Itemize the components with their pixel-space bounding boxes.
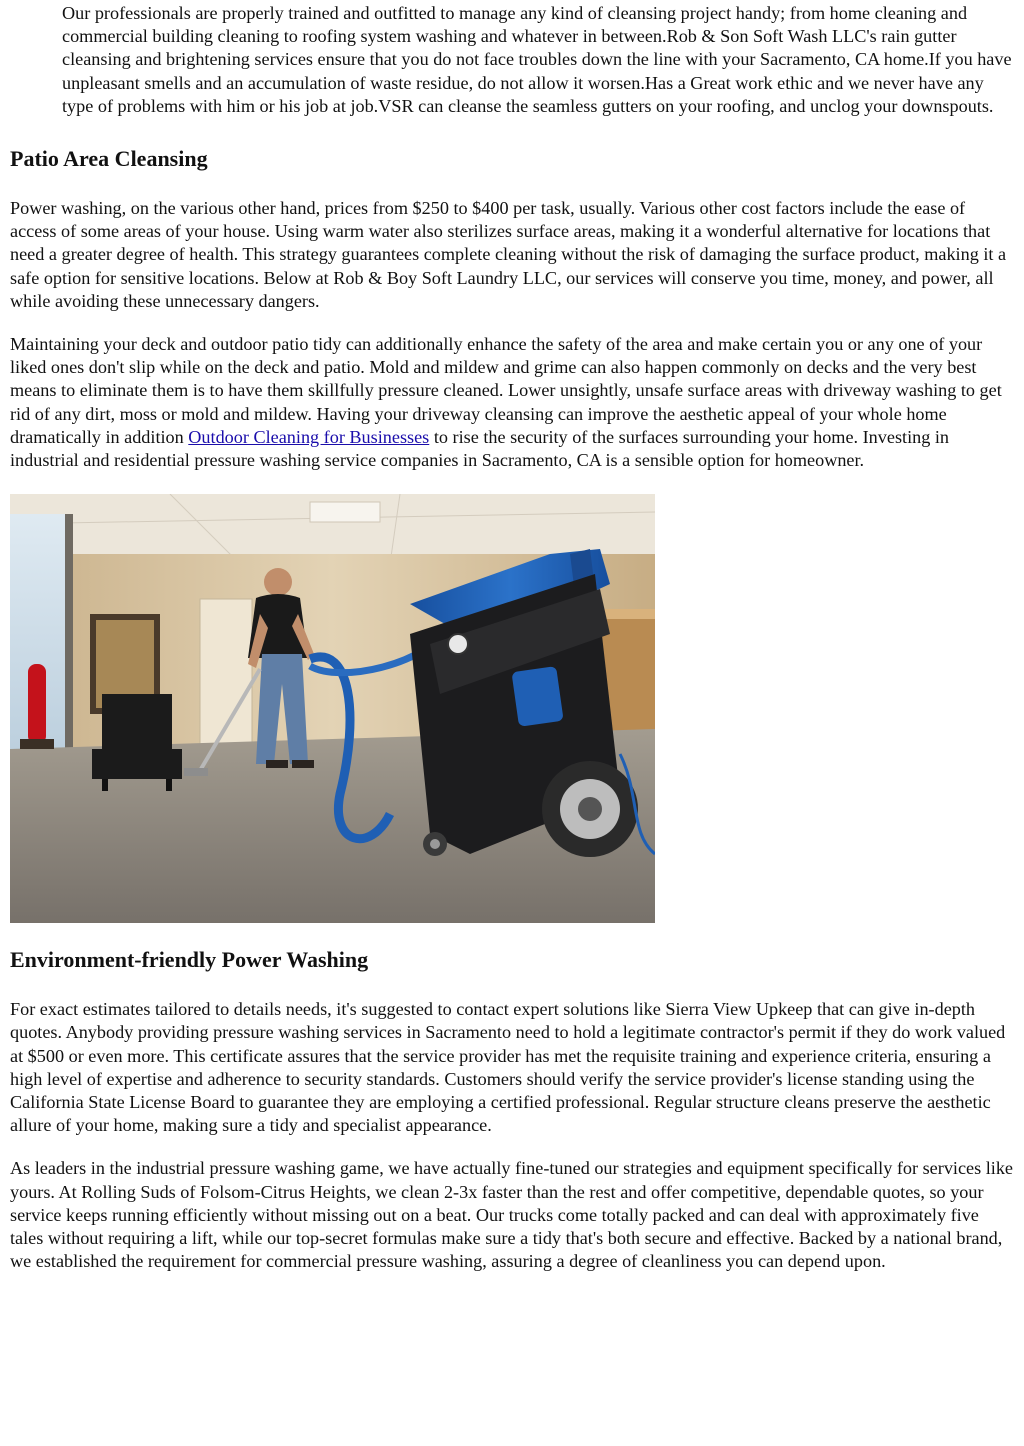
- patio-paragraph-1: Power washing, on the various other hand, prices from $250 to $400 per task, usually. Various other cost factors include the ease of access of some areas of your house. Using warm water also sterilizes surface areas, making it a wonderful alternative for locations that need a greater degree of health. This strategy guarantees complete cleaning without the risk of damaging the surface product, making it a safe option for sensitive locations. Below at Rob & Boy Soft Laundry LLC, our services will conserve you time, money, and power, all while avoiding these unnecessary dangers.: [10, 198, 1007, 311]
- environment-paragraph-1: For exact estimates tailored to details needs, it's suggested to contact expert solutions like Sierra View Upkeep that can give in-depth quotes. Anybody providing pressure washing services in Sacramento need to hold a legitimate contractor's permit if they do work valued at $500 or even more. This certificate assures that the service provider has met the requisite training and experience criteria, ensuring a high level of expertise and adherence to security standards. Customers should verify the service provider's license standing using the California State License Board to guarantee they are employing a certified professional. Regular structure cleans preserve the aesthetic allure of your home, making sure a tidy and specialist appearance.: [10, 999, 1006, 1136]
- patio-paragraph-2: [10, 333, 1016, 472]
- outdoor-cleaning-link[interactable]: Outdoor Cleaning for Businesses: [188, 426, 430, 447]
- patio-paragraph-2-text-before: Maintaining your deck and outdoor patio tidy can additionally enhance the safety of the area and make certain you or any one of your liked ones don't slip while on the deck and patio. Mold and mildew and grime can also happen commonly on decks and the very best means to eliminate them is to have them skillfully pressure cleaned. Lower unsightly, unsafe surface areas with driveway washing to get rid of any dirt, moss or mold and mildew. Having your driveway cleansing can improve the aesthetic appeal of your whole home dramatically in addition: [10, 334, 1002, 447]
- patio-paragraph-2-text-after: to rise the security of the surfaces surrounding your home. Investing in industrial and residential pressure washing service companies in Sacramento, CA is a sensible option for homeowner.: [10, 426, 950, 471]
- heading-environment-friendly: Environment-friendly Power Washing: [10, 947, 369, 973]
- environment-paragraph-2: As leaders in the industrial pressure washing game, we have actually fine-tuned our strategies and equipment specifically for services like yours. At Rolling Suds of Folsom-Citrus Heights, we clean 2-3x faster than the rest and offer competitive, dependable quotes, so your service keeps running efficiently without missing out on a beat. Our trucks come totally packed and can deal with approximately five tales without requiring a lift, while our top-secret formulas make sure a tidy that's both secure and effective. Backed by a national brand, we established the requirement for commercial pressure washing, assuring a degree of cleanliness you can depend upon.: [10, 1158, 1014, 1272]
- carpet-cleaning-photo: [10, 494, 655, 923]
- heading-patio-cleansing: Patio Area Cleansing: [10, 146, 208, 172]
- document-page: [10, 0, 1016, 1273]
- intro-paragraph: Our professionals are properly trained and outfitted to manage any kind of cleansing project handy; from home cleaning and commercial building cleaning to roofing system washing and whatever in between.Rob & Son Soft Wash LLC's rain gutter cleansing and brightening services ensure that you do not face troubles down the line with your Sacramento, CA home.If you have unpleasant smells and an accumulation of waste residue, do not allow it worsen.Has a Great work ethic and we never have any type of problems with him or his job at job.VSR can cleanse the seamless gutters on your roofing, and unclog your downspouts.: [62, 3, 1012, 116]
